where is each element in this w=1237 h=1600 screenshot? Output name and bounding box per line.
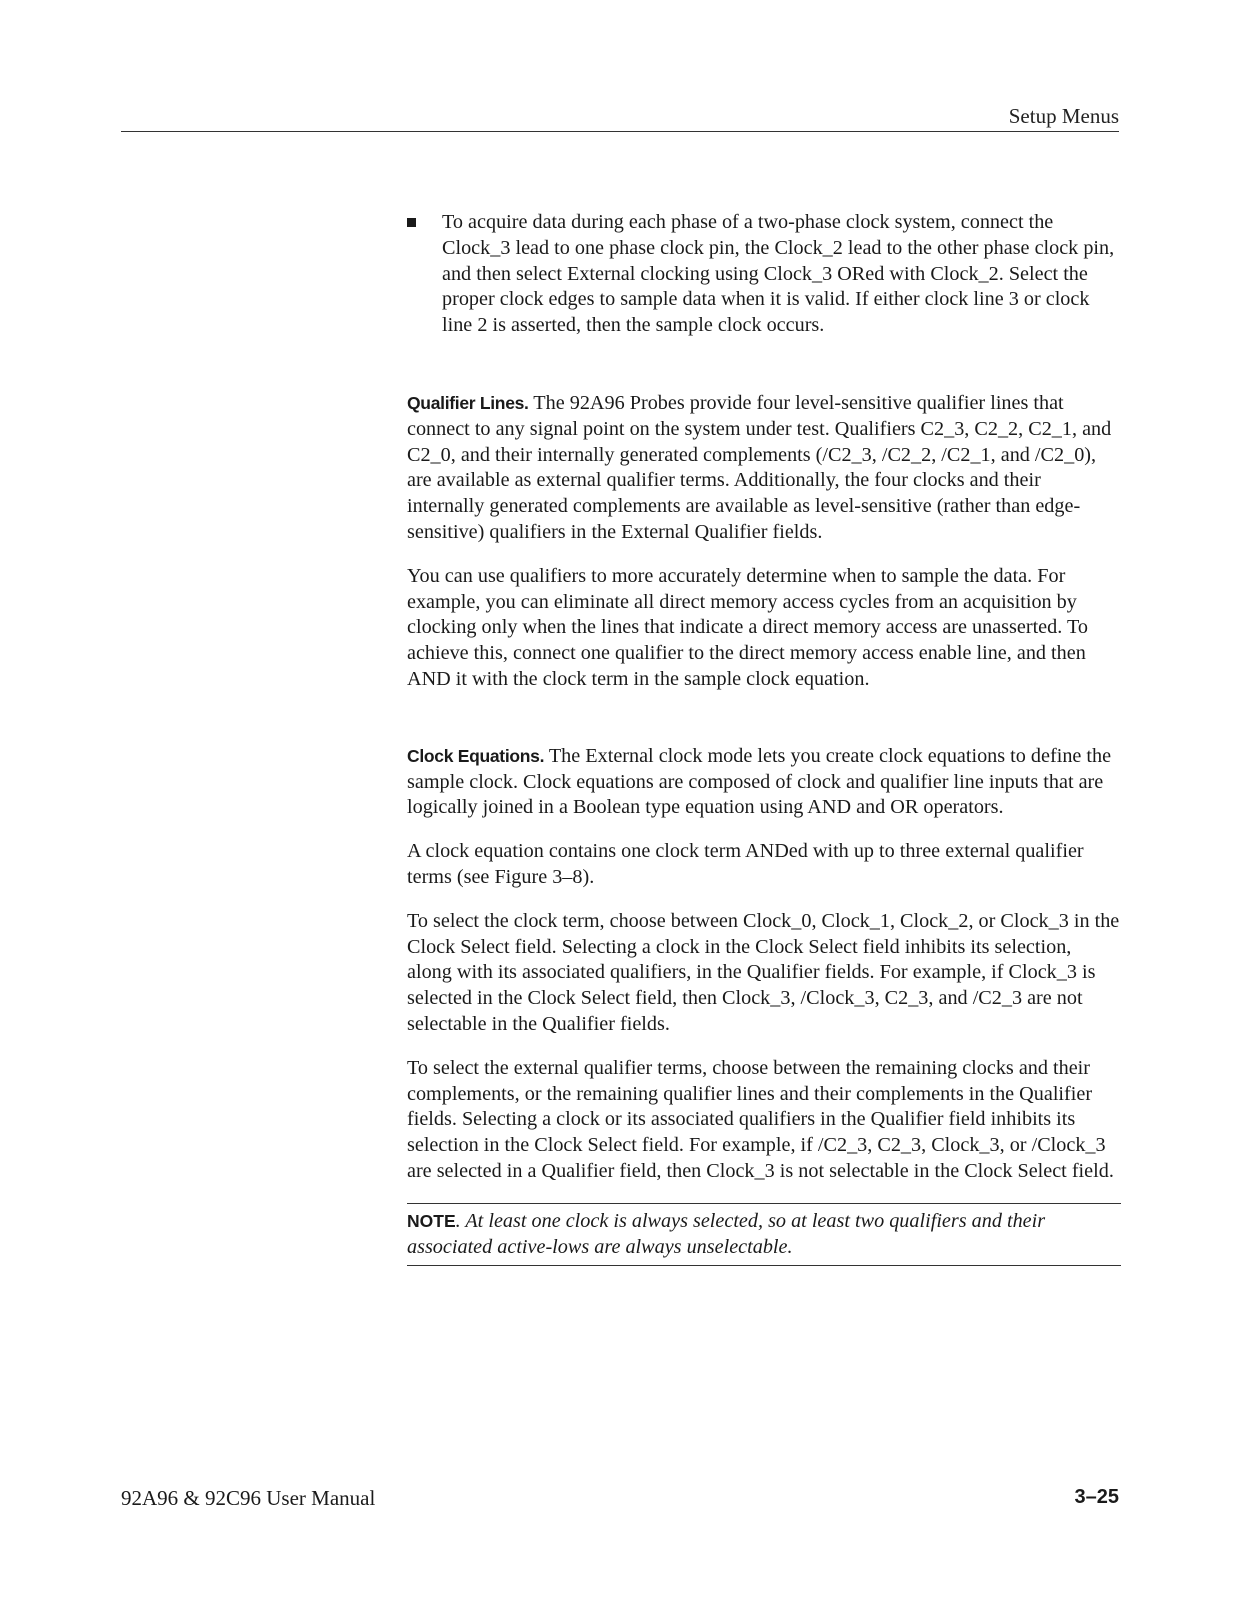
header-rule: [121, 131, 1119, 132]
note-text: . At least one clock is always selected, so at least two qualifiers and their associated active-lows are always unselectable.: [407, 1209, 1046, 1258]
square-bullet-icon: [407, 218, 416, 227]
clock-equation-definition: A clock equation contains one clock term ANDed with up to three external qualifier terms (see Figure 3–8).: [407, 840, 1084, 888]
spacer: [407, 357, 1121, 391]
note-box: [407, 1203, 1121, 1267]
clock-equations-text: The External clock mode lets you create clock equations to define the sample clock. Clock equations are composed of clock and qualifier line inputs that are logically joined in a Boolean type equation using AND and OR operators.: [407, 744, 1112, 819]
clock-term-paragraph: To select the clock term, choose between Clock_0, Clock_1, Clock_2, or Clock_3 in the Clock Select field. Selecting a clock in the Clock Select field inhibits its selection, along with its associated qualifiers, in the Qualifier fields. For example, if Clock_3 is selected in the Clock Select field, then Clock_3, /Clock_3, C2_3, and /C2_3 are not selectable in the Qualifier fields.: [407, 909, 1120, 1035]
bullet-item: [407, 210, 1121, 339]
footer-manual-title: 92A96 & 92C96 User Manual: [121, 1486, 376, 1510]
note-label: NOTE: [407, 1210, 456, 1231]
spacer: [407, 711, 1121, 744]
clock-equations-heading: Clock Equations.: [407, 745, 545, 766]
bullet-text: To acquire data during each phase of a two-phase clock system, connect the Clock_3 lead to one phase clock pin, the Clock_2 lead to the other phase clock pin, and then select External clocking using Clock_3 ORed with Clock_2. Select the proper clock edges to sample data when it is valid. If either clock line 3 or clock line 2 is asserted, then the sample clock occurs.: [442, 211, 1115, 337]
page-content: [407, 210, 1121, 1266]
qualifier-example-paragraph: You can use qualifiers to more accurately determine when to sample the data. For example, you can eliminate all direct memory access cycles from an acquisition by clocking only when the lines that indicate a direct memory access are unasserted. To achieve this, connect one qualifier to the direct memory access enable line, and then AND it with the clock term in the sample clock equation.: [407, 564, 1088, 690]
qualifier-lines-paragraph: [407, 391, 1121, 546]
qualifier-lines-heading: Qualifier Lines.: [407, 392, 529, 413]
running-header: Setup Menus: [1008, 104, 1119, 128]
qualifier-lines-text: The 92A96 Probes provide four level-sensitive qualifier lines that connect to any signal point on the system under test. Qualifiers C2_3, C2_2, C2_1, and C2_0, and their internally generated complements (/C2_3, /C2_2, /C2_1, and /C2_0), are available as external qualifier terms. Additionally, the four clocks and their internally generated complements are available as level-sensitive (rather than edge-sensitive) qualifiers in the External Qualifier fields.: [407, 391, 1112, 543]
page-number: 3–25: [1074, 1486, 1119, 1508]
qualifier-terms-paragraph: To select the external qualifier terms, choose between the remaining clocks and their complements, or the remaining qualifier lines and their complements in the Qualifier fields. Selecting a clock or its associated qualifiers in the Qualifier field inhibits its selection in the Clock Select field. For example, if /C2_3, C2_3, Clock_3, or /Clock_3 are selected in a Qualifier field, then Clock_3 is not selectable in the Clock Select field.: [407, 1056, 1114, 1182]
clock-equations-paragraph: [407, 744, 1121, 821]
